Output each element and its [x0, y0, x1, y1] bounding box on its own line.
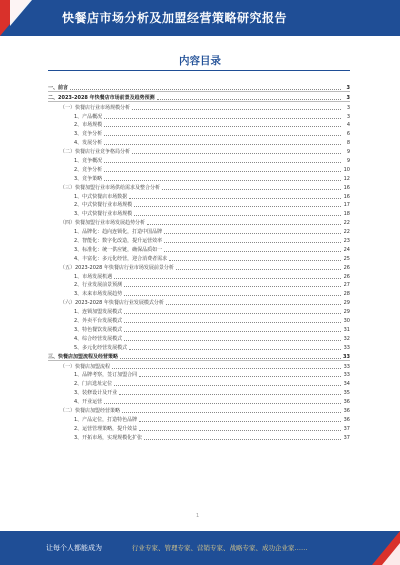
toc-entry[interactable]: [48, 120, 350, 129]
page-number: 1: [196, 513, 200, 519]
toc-dot-leader: [157, 95, 341, 100]
toc-dot-leader: [119, 390, 341, 395]
toc-dot-leader: [104, 131, 341, 136]
toc-entry-page: 37: [343, 425, 350, 432]
toc-dot-leader: [164, 247, 341, 252]
toc-dot-leader: [139, 417, 341, 422]
toc-entry-label: 3、中式快餐行业市场规模: [74, 211, 133, 218]
toc-entry[interactable]: [48, 370, 350, 379]
toc-dot-leader: [147, 220, 341, 225]
toc-entry-page: 36: [343, 407, 350, 414]
toc-dot-leader: [176, 265, 341, 270]
toc-entry-page: 37: [343, 434, 350, 441]
toc-entry-page: 28: [343, 291, 350, 298]
toc-entry[interactable]: [48, 414, 350, 423]
toc-dot-leader: [134, 202, 341, 207]
toc-entry-page: 27: [343, 282, 350, 289]
toc-dot-leader: [104, 140, 341, 145]
toc-entry-label: （二）快餐店加盟经营策略: [60, 407, 121, 414]
toc-entry[interactable]: [48, 288, 350, 297]
toc-dot-leader: [114, 274, 341, 279]
toc-entry-page: 12: [343, 175, 350, 182]
toc-dot-leader: [104, 167, 341, 172]
toc-entry-label: 2、行业发展前景预测: [74, 282, 123, 289]
toc-entry[interactable]: [48, 423, 350, 432]
toc-entry-label: 1、品牌考察，签订加盟合同: [74, 372, 138, 379]
toc-entry[interactable]: [48, 102, 350, 111]
toc-dot-leader: [169, 256, 341, 261]
toc-entry-label: 1、竞争概况: [74, 158, 103, 165]
toc-entry-page: 23: [343, 238, 350, 245]
toc-dot-leader: [162, 185, 341, 190]
toc-entry-label: 4、综合经营发展模式: [74, 335, 123, 342]
toc-entry-page: 30: [343, 318, 350, 325]
table-of-contents: [48, 82, 350, 441]
toc-entry-page: 22: [343, 220, 350, 227]
toc-entry-page: 16: [343, 184, 350, 191]
toc-entry[interactable]: [48, 164, 350, 173]
toc-entry-label: 二、2023-2028 年快餐店市场前景及趋势预测: [48, 94, 155, 101]
report-header: [0, 0, 400, 36]
toc-entry[interactable]: [48, 342, 350, 351]
toc-entry[interactable]: [48, 271, 350, 280]
toc-entry-label: 4、开业运营: [74, 399, 103, 406]
toc-entry-page: 26: [343, 264, 350, 271]
toc-entry[interactable]: [48, 405, 350, 414]
toc-dot-leader: [164, 238, 341, 243]
toc-dot-leader: [122, 408, 341, 413]
toc-entry-page: 32: [343, 335, 350, 342]
toc-entry-page: 33: [343, 363, 350, 370]
toc-entry[interactable]: [48, 235, 350, 244]
toc-entry-label: 1、品牌化：趋向连锁化，打造中国品牌: [74, 229, 163, 236]
toc-entry-label: 1、产品概况: [74, 113, 103, 120]
toc-dot-leader: [114, 381, 341, 386]
toc-entry[interactable]: [48, 378, 350, 387]
toc-dot-leader: [124, 309, 341, 314]
toc-dot-leader: [164, 229, 341, 234]
toc-entry[interactable]: [48, 280, 350, 289]
toc-dot-leader: [120, 354, 341, 359]
toc-entry[interactable]: [48, 217, 350, 226]
toc-entry-label: 4、丰富化：多元化经营，迎合消费者需求: [74, 255, 168, 262]
toc-dot-leader: [70, 85, 341, 90]
toc-entry-page: 35: [343, 390, 350, 397]
toc-entry-label: 3、特色餐饮发展模式: [74, 326, 123, 333]
toc-dot-leader: [104, 176, 341, 181]
toc-dot-leader: [129, 194, 341, 199]
toc-dot-leader: [134, 211, 341, 216]
toc-entry-page: 9: [346, 158, 350, 165]
toc-entry-label: 1、中式快餐店市场数据: [74, 193, 128, 200]
toc-heading: 内容目录: [179, 55, 221, 67]
toc-entry-label: 2、市场规模: [74, 122, 103, 129]
toc-entry[interactable]: [48, 111, 350, 120]
toc-entry[interactable]: [48, 333, 350, 342]
toc-entry-label: 2、外卖平台发展模式: [74, 318, 123, 325]
toc-entry-page: 36: [343, 416, 350, 423]
toc-entry-page: 31: [343, 326, 350, 333]
toc-dot-leader: [139, 372, 341, 377]
toc-entry-page: 8: [346, 140, 350, 147]
toc-entry-label: 一、前言: [48, 84, 69, 91]
toc-entry-page: 33: [343, 372, 350, 379]
toc-dot-leader: [132, 105, 341, 110]
toc-entry-page: 4: [346, 122, 350, 129]
toc-heading-rule: [48, 70, 350, 71]
toc-entry[interactable]: [48, 200, 350, 209]
toc-entry-page: 6: [346, 131, 350, 138]
toc-entry-page: 26: [343, 273, 350, 280]
toc-dot-leader: [124, 327, 341, 332]
toc-entry-page: 33: [343, 353, 350, 360]
toc-entry-page: 22: [343, 229, 350, 236]
toc-entry-page: 3: [346, 113, 350, 120]
report-footer: [0, 531, 400, 565]
toc-entry-page: 36: [343, 399, 350, 406]
toc-entry-page: 24: [343, 246, 350, 253]
toc-entry-label: 1、产品定位，打造特色品牌: [74, 416, 138, 423]
toc-entry-page: 3: [346, 104, 350, 111]
toc-entry[interactable]: [48, 226, 350, 235]
toc-entry[interactable]: [48, 82, 350, 92]
toc-entry-label: 3、未来市场发展趋势: [74, 291, 123, 298]
toc-dot-leader: [166, 300, 341, 305]
toc-entry-page: 33: [343, 344, 350, 351]
toc-entry-page: 17: [343, 202, 350, 209]
toc-dot-leader: [129, 345, 341, 350]
toc-entry[interactable]: [48, 387, 350, 396]
report-title: 快餐店市场分析及加盟经营策略研究报告: [62, 11, 288, 25]
footer-services: 行业专家、管理专家、营销专家、战略专家、成功企业家……: [132, 544, 308, 552]
toc-entry[interactable]: [48, 361, 350, 370]
toc-entry[interactable]: [48, 306, 350, 315]
toc-entry[interactable]: [48, 262, 350, 271]
toc-entry-label: 2、中式快餐行业市场规模: [74, 202, 133, 209]
toc-entry-label: （二）快餐店行业竞争格局分析: [60, 149, 131, 156]
toc-dot-leader: [124, 291, 341, 296]
footer-slogan: 让每个人都能成为: [46, 544, 102, 552]
toc-entry-label: （一）快餐店加盟流程: [60, 363, 111, 370]
toc-entry[interactable]: [48, 253, 350, 262]
toc-entry-page: 34: [343, 381, 350, 388]
toc-entry-page: 3: [346, 84, 350, 91]
toc-dot-leader: [104, 158, 341, 163]
toc-entry-label: 2、智能化：数字化改造，提升运营效率: [74, 238, 163, 245]
toc-entry-label: （六）2023-2028 年快餐店行业发展模式分析: [60, 300, 164, 307]
toc-dot-leader: [104, 114, 341, 119]
toc-entry[interactable]: [48, 297, 350, 306]
toc-entry[interactable]: [48, 208, 350, 217]
toc-entry-label: （三）快餐加盟行业市场供给需求及整合分析: [60, 184, 161, 191]
toc-dot-leader: [132, 149, 341, 154]
toc-entry-label: 2、运营管理策略，提升效益: [74, 425, 138, 432]
toc-entry-label: 3、竞争策略: [74, 175, 103, 182]
toc-entry-label: 1、市场发展机遇: [74, 273, 113, 280]
toc-dot-leader: [144, 435, 341, 440]
toc-entry-page: 29: [343, 309, 350, 316]
toc-entry-page: 10: [343, 166, 350, 173]
toc-dot-leader: [104, 399, 341, 404]
toc-entry[interactable]: [48, 432, 350, 441]
toc-entry-page: 9: [346, 149, 350, 156]
toc-entry-label: 2、门店选址定位: [74, 381, 113, 388]
toc-entry[interactable]: [48, 92, 350, 102]
toc-entry-label: 3、竞争分析: [74, 131, 103, 138]
toc-entry[interactable]: [48, 137, 350, 146]
toc-entry-label: 5、多元化经营发展模式: [74, 344, 128, 351]
toc-entry[interactable]: [48, 155, 350, 164]
toc-dot-leader: [112, 364, 341, 369]
toc-entry-page: 25: [343, 255, 350, 262]
toc-entry-page: 3: [346, 94, 350, 101]
toc-entry[interactable]: [48, 244, 350, 253]
toc-entry[interactable]: [48, 191, 350, 200]
toc-entry-label: （五）2023-2028 年快餐店行业市场发展前景分析: [60, 264, 174, 271]
toc-dot-leader: [124, 336, 341, 341]
toc-dot-leader: [124, 282, 341, 287]
toc-entry-label: （一）快餐店行业市场规模分析: [60, 104, 131, 111]
footer-white-corner: [382, 543, 400, 565]
toc-entry-label: 2、竞争分析: [74, 166, 103, 173]
toc-entry-page: 16: [343, 193, 350, 200]
header-white-corner: [10, 0, 32, 26]
toc-entry-label: 三、快餐店加盟流程及经营策略: [48, 353, 119, 360]
toc-entry-label: （四）快餐加盟行业市场发展趋势分析: [60, 220, 146, 227]
toc-entry-label: 3、标准化：统一供应链，确保品质如一: [74, 246, 163, 253]
toc-entry[interactable]: [48, 315, 350, 324]
toc-entry[interactable]: [48, 173, 350, 182]
toc-entry[interactable]: [48, 146, 350, 155]
toc-dot-leader: [104, 122, 341, 127]
toc-dot-leader: [124, 318, 341, 323]
toc-entry[interactable]: [48, 182, 350, 191]
toc-entry[interactable]: [48, 128, 350, 137]
toc-entry-label: 1、连锁加盟发展模式: [74, 309, 123, 316]
toc-entry-label: 3、装修设计及开业: [74, 390, 118, 397]
toc-entry-page: 18: [343, 211, 350, 218]
toc-entry[interactable]: [48, 324, 350, 333]
toc-entry-label: 3、开拓市场，实现规模化扩张: [74, 434, 143, 441]
toc-entry[interactable]: [48, 396, 350, 405]
toc-entry-label: 4、发展分析: [74, 140, 103, 147]
toc-entry[interactable]: [48, 351, 350, 361]
toc-entry-page: 29: [343, 300, 350, 307]
toc-dot-leader: [139, 426, 341, 431]
